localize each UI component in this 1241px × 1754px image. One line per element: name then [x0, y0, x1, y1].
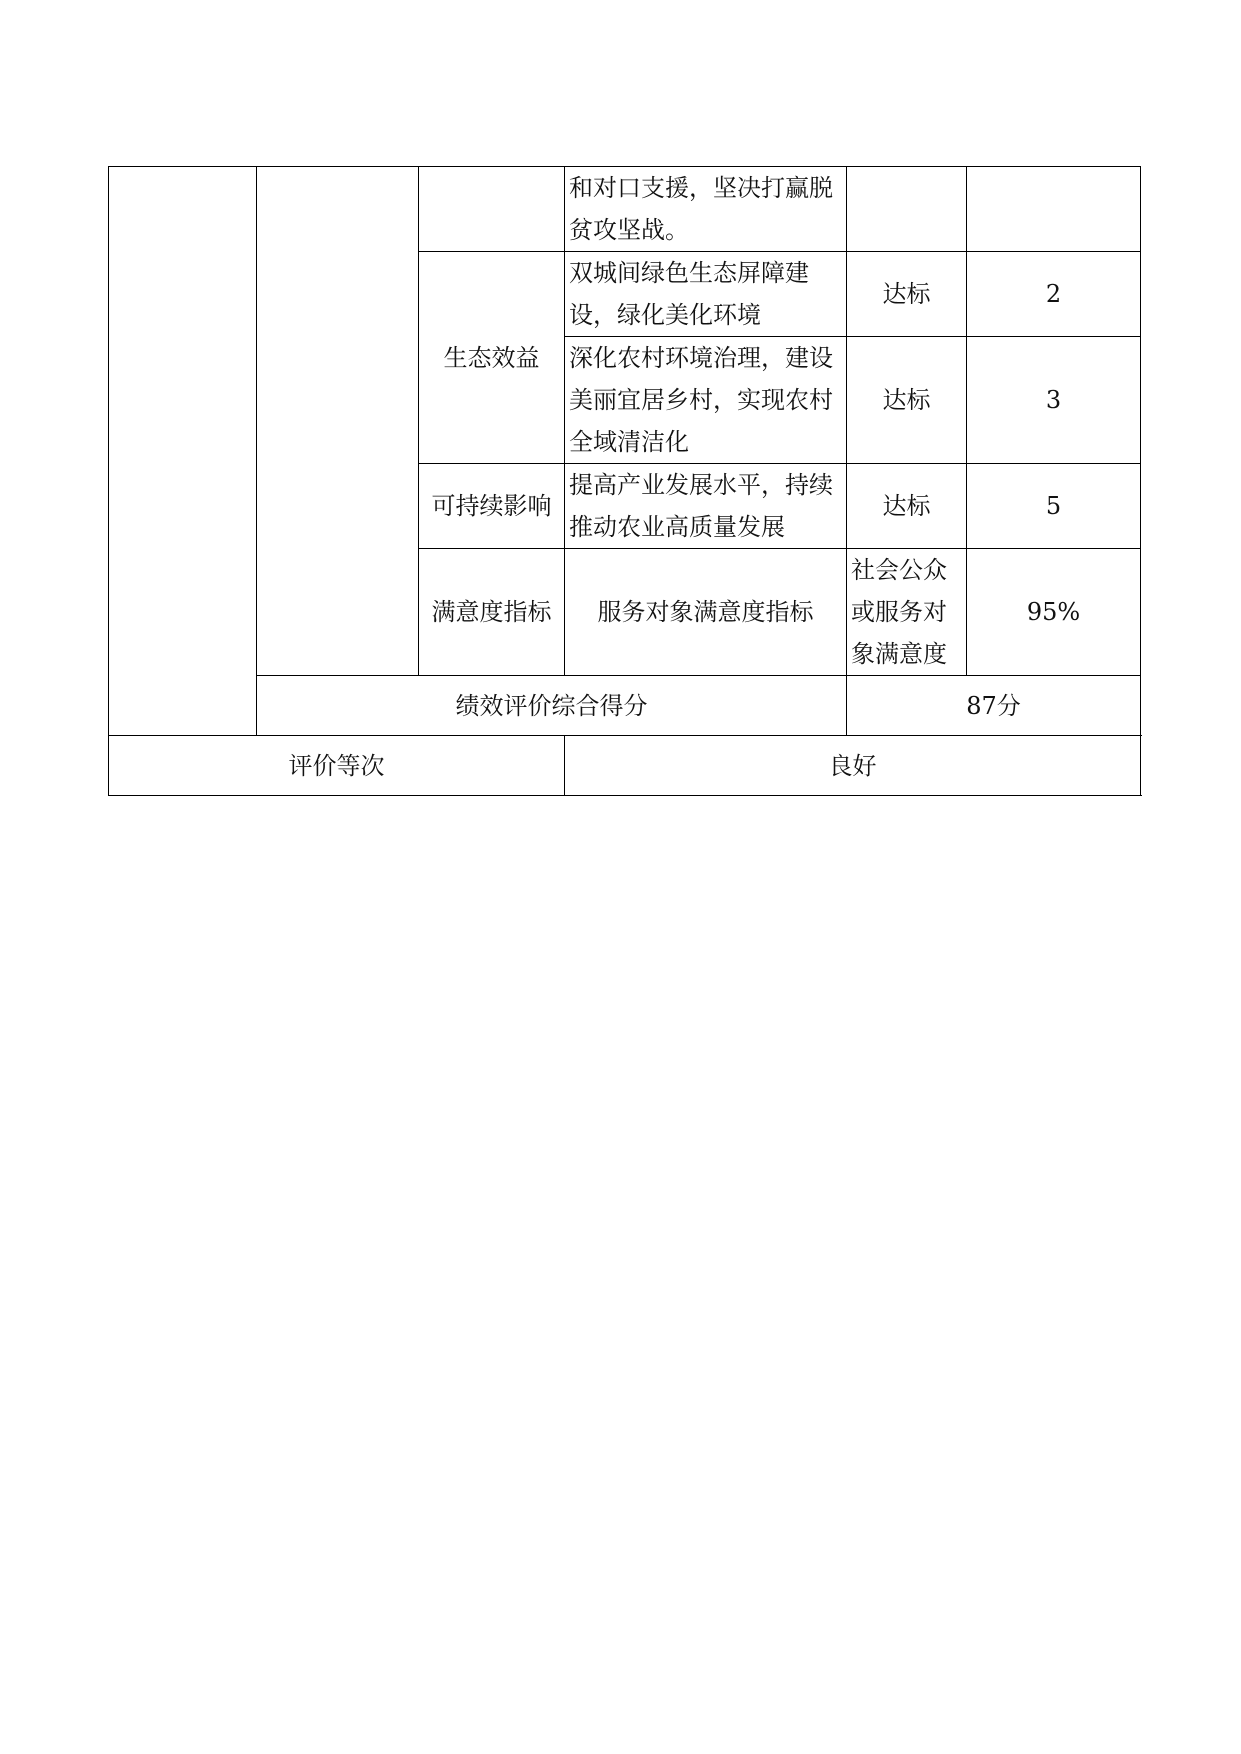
score-value: 3	[967, 337, 1141, 464]
third-level-indicator-cell	[419, 167, 565, 252]
second-level-indicator-cell	[257, 167, 419, 676]
target-value: 达标	[847, 464, 967, 549]
indicator-description: 和对口支援，坚决打赢脱贫攻坚战。	[565, 167, 847, 252]
score-value: 5	[967, 464, 1141, 549]
summary-row-grade	[109, 736, 1141, 796]
indicator-description: 提高产业发展水平，持续推动农业高质量发展	[565, 464, 847, 549]
total-score-value: 87分	[847, 676, 1141, 736]
indicator-description: 社会公众或服务对象满意度	[847, 549, 967, 676]
summary-row-total	[109, 676, 1141, 736]
table-row	[109, 167, 1141, 252]
grade-value: 良好	[565, 736, 1141, 796]
indicator-satisfaction: 满意度指标	[419, 549, 565, 676]
indicator-description: 深化农村环境治理，建设美丽宜居乡村，实现农村全域清洁化	[565, 337, 847, 464]
target-value: 95%	[967, 549, 1141, 676]
score-value: 2	[967, 252, 1141, 337]
sub-indicator-sustainable-impact: 可持续影响	[419, 464, 565, 549]
sub-indicator-service-satisfaction: 服务对象满意度指标	[565, 549, 847, 676]
target-value: 达标	[847, 337, 967, 464]
first-level-indicator-cell	[109, 167, 257, 736]
sub-indicator-ecological-benefit: 生态效益	[419, 252, 565, 464]
total-score-label: 绩效评价综合得分	[257, 676, 847, 736]
score-value	[967, 167, 1141, 252]
performance-evaluation-table	[108, 166, 1141, 796]
target-value: 达标	[847, 252, 967, 337]
grade-label: 评价等次	[109, 736, 565, 796]
target-value	[847, 167, 967, 252]
indicator-description: 双城间绿色生态屏障建设，绿化美化环境	[565, 252, 847, 337]
